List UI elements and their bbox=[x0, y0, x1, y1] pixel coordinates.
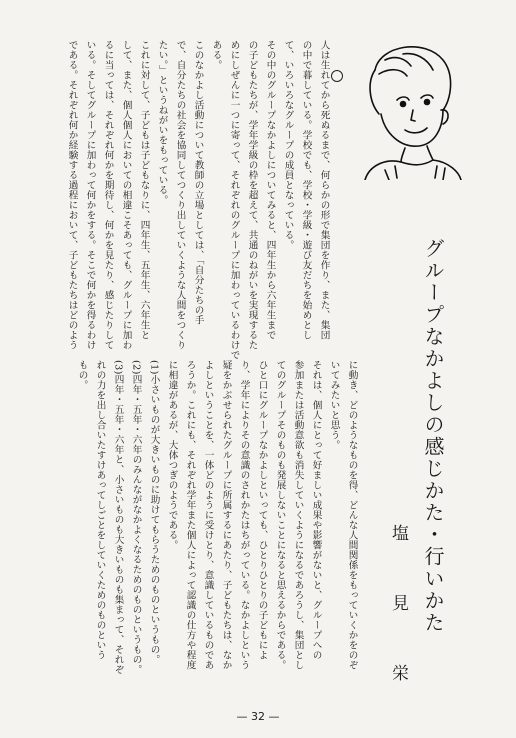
text-column: して、また、個人個人においての相違こそあっても、グループに加わ bbox=[120, 40, 132, 350]
text-column: (2)四年・五年・六年のみんながなかよくなるためのものというもの。 bbox=[130, 360, 142, 675]
text-column: (1)小さいものが大きいものに助けてもらうためのものというもの。 bbox=[148, 360, 160, 665]
text-column: その中のグループなかよしについてみると、四年生から六年生まで bbox=[264, 40, 276, 340]
text-column: 参加または活動意欲も消失していくようになるであろうし、集団とし bbox=[292, 360, 304, 670]
text-column: いる。そしてグループに加わって何かをする。そこで何かを得るわけ bbox=[84, 40, 96, 350]
text-column: ある。 bbox=[210, 40, 222, 70]
text-column: めにしぜんに一つに寄って、それぞれのグループに加わっているわけで bbox=[228, 40, 240, 360]
text-column: の子どもたちが、学年学級の枠を超えて、共通のねがいを実現するた bbox=[246, 40, 258, 350]
text-column: もの。 bbox=[76, 360, 88, 390]
article-title: グループなかよしの感じかた・行いかた bbox=[421, 238, 445, 634]
text-column: れの力を出し合いたすけあってしごとをしていくためのものという bbox=[94, 360, 106, 660]
text-column: の中で暮している。学校でも、学校・学級・遊び友だちを始めとし bbox=[300, 40, 312, 340]
text-column: ろうか。これにも、それぞれ学年また個人によって認識の仕方や程度 bbox=[184, 360, 196, 670]
text-column: ひと口にグループなかよしといっても、ひとりひとりの子どもによ bbox=[256, 360, 268, 660]
text-column: いてみたいと思う。 bbox=[328, 360, 340, 450]
text-column: よしということを、一体どのように受けとり、意識しているものであ bbox=[202, 360, 214, 670]
text-column: である。それぞれ何か経験する過程において、子どもたちはどのよう bbox=[66, 40, 78, 350]
text-column: で、自分たちの社会を協同してつくり出していくような人間をつくり bbox=[174, 40, 186, 350]
text-column: これに対して、子どもは子どもなりに、四年生、五年生、六年生と bbox=[138, 40, 150, 340]
page-number: — 32 — bbox=[236, 710, 280, 723]
text-column: てのグループそのものも発展しないことになると思えるからである。 bbox=[274, 360, 286, 670]
text-column: り、学年によりその意識のされかたはちがっている。なかよしという bbox=[238, 360, 250, 670]
text-column: るに当っては、それぞれ何かを期待し、何かを見たり、感じたりして bbox=[102, 40, 114, 350]
text-column: に相違があるが、大体つぎのようである。 bbox=[166, 360, 178, 550]
text-column: (3)四年・五年・六年と、小さいものも大きいものも集まって、それぞ bbox=[112, 360, 124, 675]
text-column: それは、個人にとって好ましい成果や影響がないと、グループへの bbox=[310, 360, 322, 660]
child-illustration bbox=[345, 30, 465, 180]
author-name: 塩 見 栄 bbox=[388, 524, 408, 699]
text-column: て、いろいろなグループの成員となっている。 bbox=[282, 40, 294, 250]
text-column: 人は生れてから死ぬるまで、何らかの形で集団を作り、また、集団 bbox=[318, 40, 330, 340]
text-column: このなかよし活動について教師の立場としては、「自分たちの手 bbox=[192, 40, 204, 326]
text-column: に動き、どのようなものを得、どんな人間関係をもっていくかをのぞ bbox=[346, 360, 358, 670]
text-column: たい。」というねがいをもっている。 bbox=[156, 40, 168, 206]
section-circle-mark bbox=[331, 70, 343, 82]
text-column: 疑をかぶせられたグループに所属するにあたり、子どもたちは、なか bbox=[220, 360, 232, 670]
